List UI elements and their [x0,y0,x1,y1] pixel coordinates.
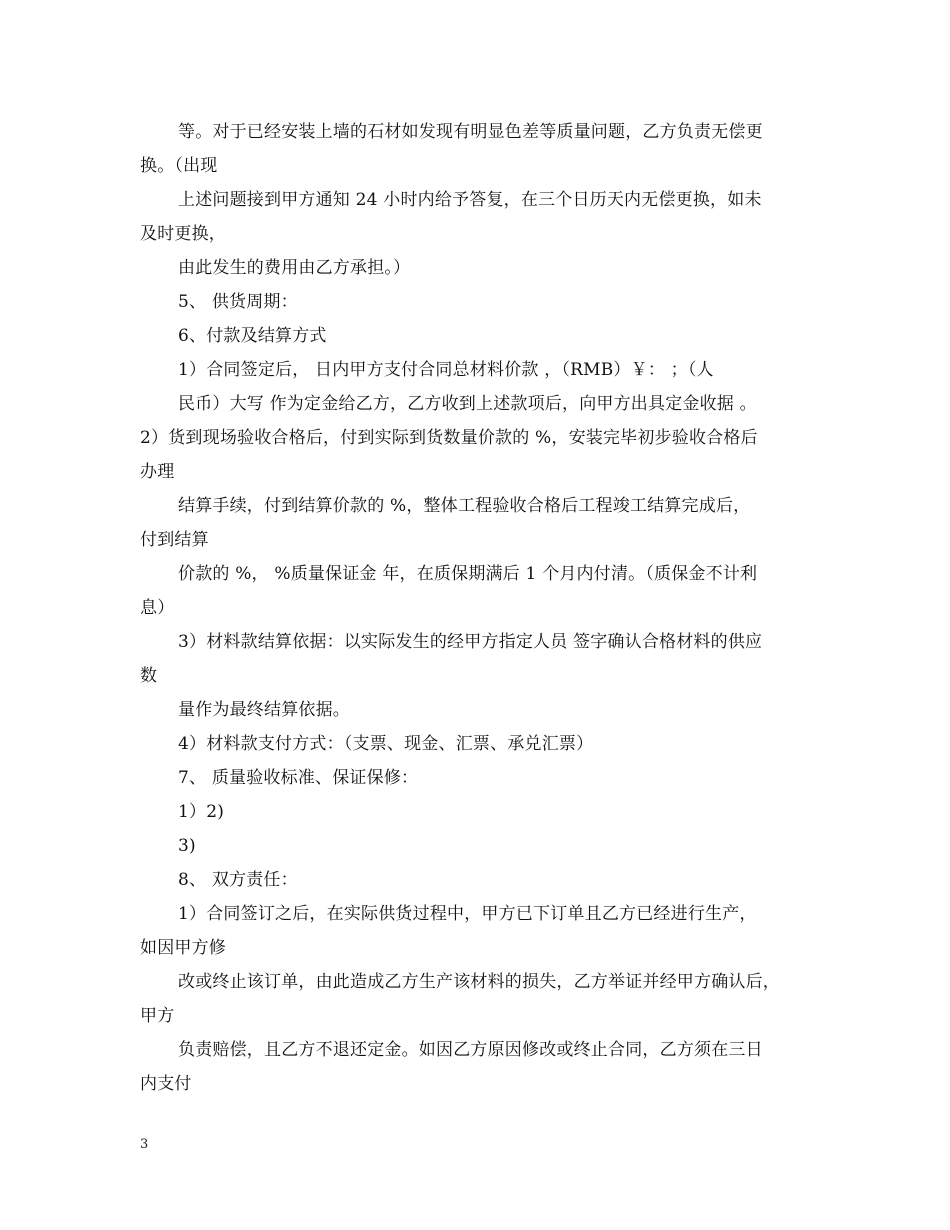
text-line: 3) [178,836,196,856]
text-line: 上述问题接到甲方通知 24 小时内给予答复，在三个日历天内无偿更换，如未 [178,190,762,210]
text-line: 2）货到现场验收合格后，付到实际到货数量价款的 %，安装完毕初步验收合格后 [140,428,758,448]
text-line: 1）合同签定后， 日内甲方支付合同总材料价款 ，（RMB）￥： ；（人 [178,360,714,380]
text-line: 等。对于已经安装上墙的石材如发现有明显色差等质量问题，乙方负责无偿更 [178,122,763,142]
text-line: 6、付款及结算方式 [178,326,327,346]
text-line: 改或终止该订单，由此造成乙方生产该材料的损失，乙方举证并经甲方确认后， [178,972,780,992]
text-line: 息） [140,598,175,618]
text-line: 民币）大写 作为定金给乙方，乙方收到上述款项后，向甲方出具定金收据 。 [178,394,757,414]
text-line: 结算手续，付到结算价款的 %，整体工程验收合格后工程竣工结算完成后， [178,496,751,516]
text-line: 数 [140,666,158,686]
text-line: 1）2) [178,802,225,822]
text-line: 内支付 [140,1074,192,1094]
page-number: 3 [140,1137,149,1152]
text-line: 及时更换， [140,224,226,244]
text-line: 量作为最终结算依据。 [178,700,350,720]
text-line: 由此发生的费用由乙方承担。） [178,258,411,278]
text-line: 价款的 %， %质量保证金 年，在质保期满后 1 个月内付清。（质保金不计利 [178,564,758,584]
text-line: 办理 [140,462,175,482]
text-line: 换。（出现 [140,156,218,176]
text-line: 3）材料款结算依据：以实际发生的经甲方指定人员 签字确认合格材料的供应 [178,632,763,652]
text-line: 1）合同签订之后，在实际供货过程中，甲方已下订单且乙方已经进行生产， [178,904,757,924]
text-line: 负责赔偿，且乙方不退还定金。如因乙方原因修改或终止合同，乙方须在三日 [178,1040,763,1060]
text-line: 8、 双方责任： [178,870,298,890]
text-line: 4）材料款支付方式：（支票、现金、汇票、承兑汇票） [178,734,594,754]
text-line: 如因甲方修 [140,938,226,958]
text-line: 甲方 [140,1006,175,1026]
text-line: 7、 质量验收标准、保证保修： [178,768,419,788]
text-line: 5、 供货周期： [178,292,298,312]
text-line: 付到结算 [140,530,209,550]
